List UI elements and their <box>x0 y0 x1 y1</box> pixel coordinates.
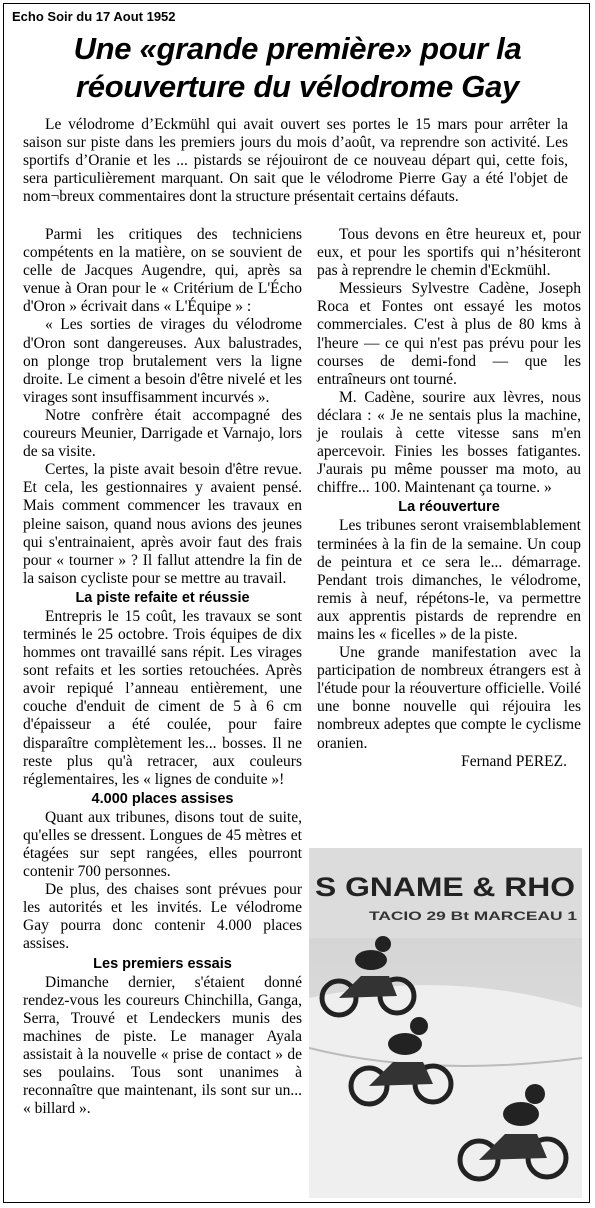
headline-line-1: Une «grande première» pour la <box>73 31 522 66</box>
photo-banner-text: S GNAME & RHO <box>315 872 575 902</box>
masthead: Echo Soir du 17 Aout 1952 <box>12 9 176 24</box>
paragraph: Une grande manifestation avec la participation de nombreux étrangers est à l'étude pour la réouverture officielle. Voilé une bonne nouvelle qui réjouira les nombreux adeptes que compte le cyclisme oranien. <box>317 644 581 752</box>
paragraph: « Les sorties de virages du vélodrome d'Oron sont dangereuses. Aux balustrades, on plonge trop brutalement vers la ligne droite. Le ciment a besoin d'être nivelé et les virages sont insuffisamment incurvés ». <box>23 316 302 406</box>
paragraph: Parmi les critiques des techniciens compétents en la matière, on se souvient de celle de Jacques Augendre, qui, après sa venue à Oran pour le « Critérium de L'Écho d'Oron » écrivait dans « L'Équipe » : <box>23 226 302 316</box>
paragraph: Dimanche dernier, s'étaient donné rendez-vous les coureurs Chinchilla, Ganga, Serra, Trouvé et Lendeckers munis des machines de piste. Le manager Ayala assistait à la nouvelle « prise de contact » de ses poulains. Tous sont unanimes à reconnaître que maintenant, ils sont sur un... « billard ». <box>23 973 302 1118</box>
paragraph: M. Cadène, sourire aux lèvres, nous déclara : « Je ne sentais plus la machine, je roulais à cette vitesse sans m'en apercevoir. Finies les bosses fatigantes. J'aurais pu même pousser ma moto, au chiffre... 100. Maintenant ça tourne. » <box>317 388 581 497</box>
subheading: La piste refaite et réussie <box>75 589 250 606</box>
left-column <box>23 226 302 1118</box>
lead-paragraph-block <box>23 116 568 206</box>
paragraph: Les tribunes seront vraisemblablement terminées à la fin de la semaine. Un coup de peintura et ce sera le... démarrage. Pendant trois dimanches, le vélodrome, remis à neuf, répétons-le, va permettre aux apprentis pistards de reprendre en mains les « ficelles » de la piste. <box>317 517 581 643</box>
motorcycle-photo <box>309 848 582 1198</box>
author-signature: Fernand PEREZ. <box>461 752 567 770</box>
lead-paragraph: Le vélodrome d’Eckmühl qui avait ouvert ses portes le 15 mars pour arrêter la saison sur piste dans les premiers jours du mois d’août, va reprendre son activité. Les sportifs d’Oranie et les ... pistards se réjouiront de ce nouveau départ qui, cette fois, sera particulièrement marquant. On sait que le vélodrome Pierre Gay a été l'objet de nom¬breux commentaires dont la structure présentait certains défauts. <box>23 116 568 206</box>
photo-banner-subtext: TACIO 29 Bt MARCEAU 1 <box>369 909 578 923</box>
right-column <box>317 226 581 771</box>
subheading: La réouverture <box>398 499 500 516</box>
subheading: 4.000 places assises <box>91 790 234 807</box>
paragraph: Entrepris le 15 coût, les travaux se sont terminés le 25 octobre. Trois équipes de dix hommes ont travaillé sans répit. Les virages sont refaits et les sorties retouchées. Après avoir repiqué l’anneau entièrement, une couche d'enduit de ciment de 5 à 6 cm d'épaisseur a été coulée, pour faire disparaître complètement les... bosses. Il ne reste plus qu'à retracer, aux couleurs réglementaires, les « lignes de conduite »! <box>23 607 302 788</box>
subheading: Les premiers essais <box>93 955 232 972</box>
paragraph: Quant aux tribunes, disons tout de suite, qu'elles se dressent. Longues de 45 mètres et étagées sur sept rangées, elles pourront contenir 700 personnes. <box>23 808 302 881</box>
paragraph: Certes, la piste avait besoin d'être revue. Et cela, les gestionnaires y avaient pensé. Mais comment commencer les travaux en pleine saison, quand nous avions des jeunes qui s'entrainaient, après avoir faut des frais pour « tourner » ? Il fallut attendre la fin de la saison cycliste pour se mettre au travail. <box>23 461 302 587</box>
paragraph: De plus, des chaises sont prévues pour les autorités et les invités. Le vélodrome Gay pourra donc contenir 4.000 places assises. <box>23 881 302 953</box>
headline-line-2: réouverture du vélodrome Gay <box>76 69 519 104</box>
paragraph: Messieurs Sylvestre Cadène, Joseph Roca et Fontes ont essayé les motos commerciales. C'est à plus de 80 kms à l'heure — ce qui n'est pas prévu pour les courses de demi-fond — que les entraîneurs ont tourné. <box>317 280 581 388</box>
headline <box>0 30 595 106</box>
paragraph: Tous devons en être heureux et, pour eux, et pour les sportifs qui n’hésiteront pas à reprendre le chemin d'Eckmühl. <box>317 226 581 280</box>
paragraph: Notre confrère était accompagné des coureurs Meunier, Darrigade et Varnajo, lors de sa visite. <box>23 406 302 461</box>
